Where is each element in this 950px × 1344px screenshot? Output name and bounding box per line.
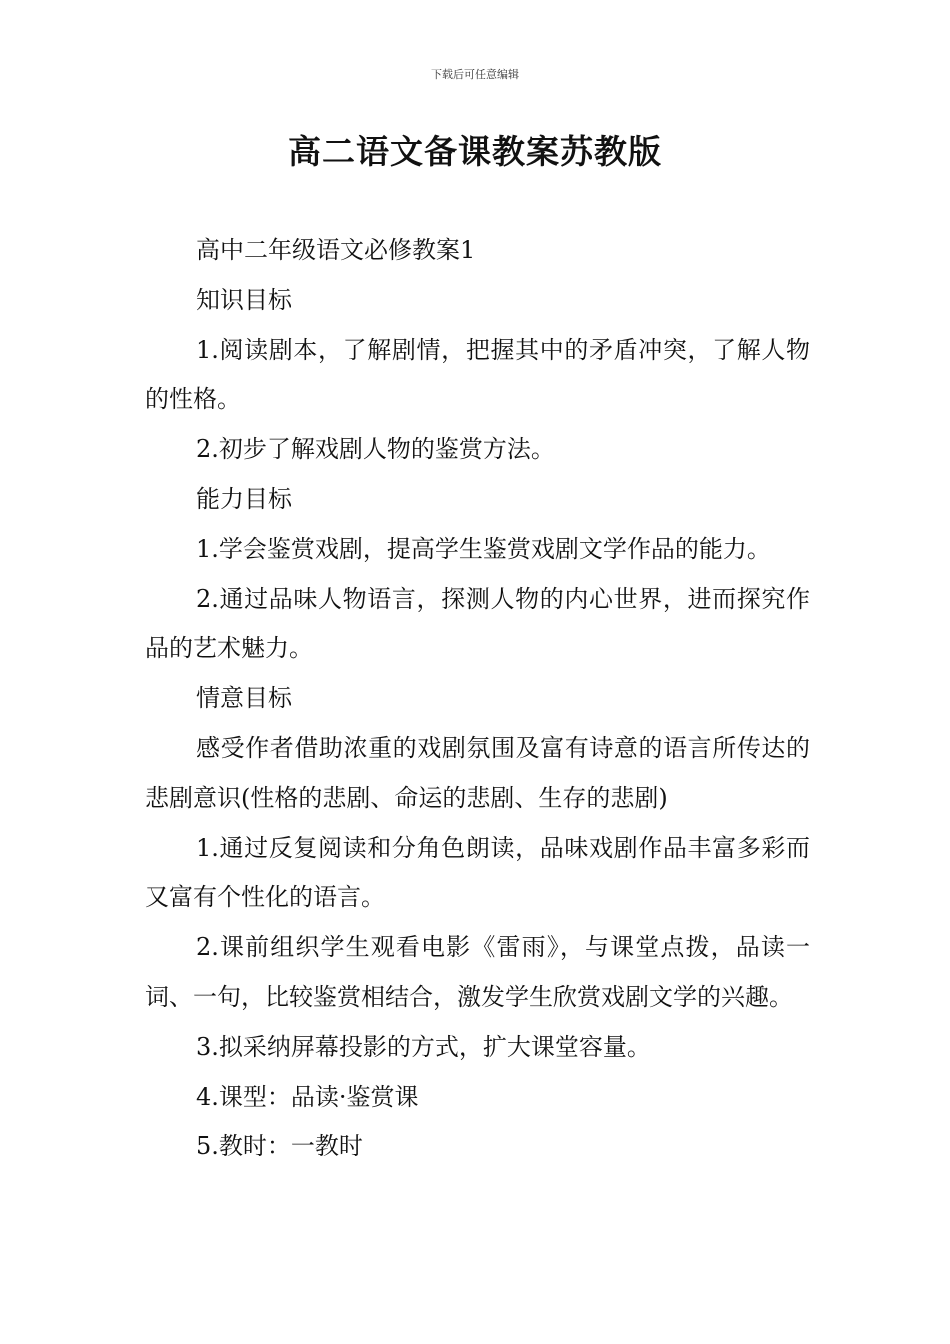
emotion-paragraph: 感受作者借助浓重的戏剧氛围及富有诗意的语言所传达的悲剧意识(性格的悲剧、命运的悲剧、生存的悲剧) xyxy=(145,733,810,812)
section-heading-ability: 能力目标 xyxy=(196,484,292,513)
method-item-2: 2.课前组织学生观看电影《雷雨》，与课堂点拨，品读一词、一句，比较鉴赏相结合，激发学生欣赏戏剧文学的兴趣。 xyxy=(145,933,810,1011)
ability-item-2: 2.通过品味人物语言，探测人物的内心世界，进而探究作品的艺术魅力。 xyxy=(145,584,810,663)
document-title: 高二语文备课教案苏教版 xyxy=(288,132,662,171)
header-note: 下载后可任意编辑 xyxy=(431,68,519,81)
subtitle-paragraph: 高中二年级语文必修教案1 xyxy=(196,236,476,264)
knowledge-item-1: 1.阅读剧本，了解剧情，把握其中的矛盾冲突，了解人物的性格。 xyxy=(145,335,810,414)
document-body xyxy=(145,226,810,1172)
method-item-3: 3.拟采纳屏幕投影的方式，扩大课堂容量。 xyxy=(196,1032,651,1061)
lesson-type: 4.课型：品读·鉴赏课 xyxy=(196,1082,419,1111)
section-heading-emotion: 情意目标 xyxy=(196,684,292,713)
section-heading-knowledge: 知识目标 xyxy=(196,285,292,314)
knowledge-item-2: 2.初步了解戏剧人物的鉴赏方法。 xyxy=(196,435,555,464)
method-item-1: 1.通过反复阅读和分角色朗读，品味戏剧作品丰富多彩而又富有个性化的语言。 xyxy=(145,833,810,912)
lesson-hours: 5.教时：一教时 xyxy=(196,1132,363,1161)
ability-item-1: 1.学会鉴赏戏剧，提高学生鉴赏戏剧文学作品的能力。 xyxy=(196,534,771,563)
